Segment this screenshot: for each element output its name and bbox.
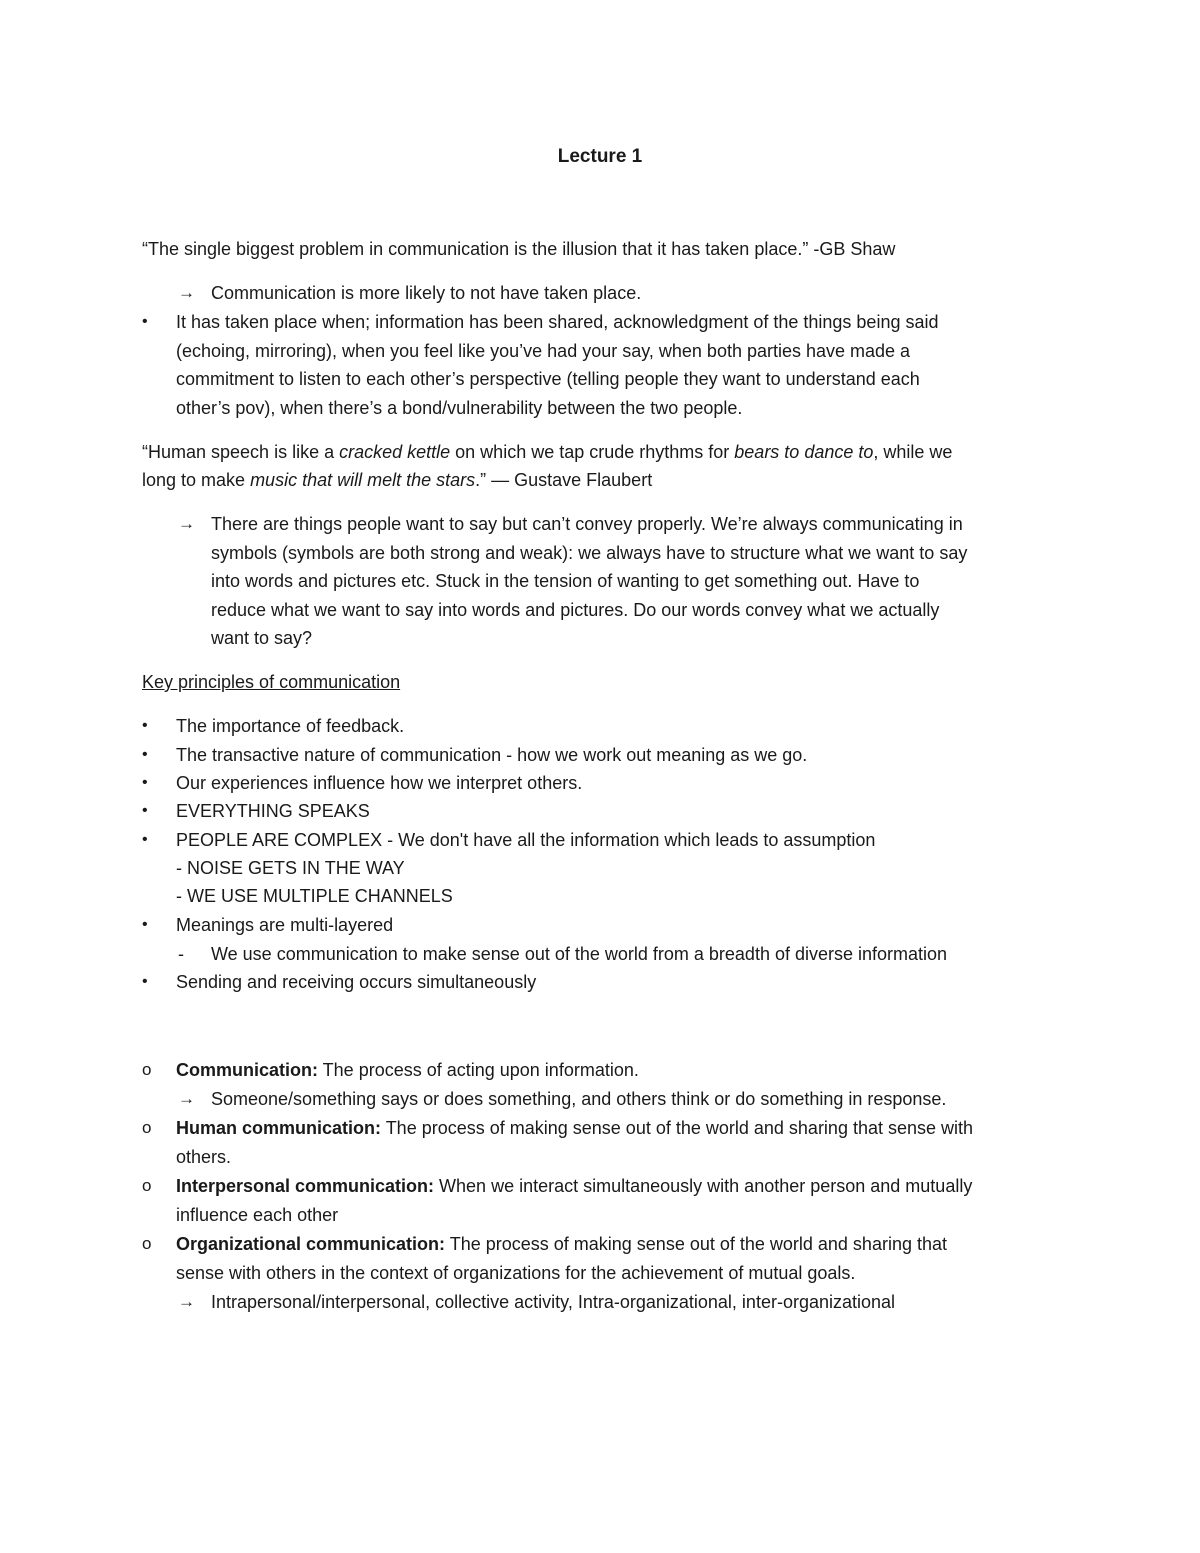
arrow-note-2-continuation: reduce what we want to say into words and pictures. Do our words convey what we actually <box>211 600 940 620</box>
arrow-note-1: Communication is more likely to not have taken place. <box>211 283 642 303</box>
circle-bullet-icon: o <box>142 1060 152 1079</box>
arrow-note-2-continuation: symbols (symbols are both strong and weak): we always have to structure what we want to say <box>211 543 968 563</box>
arrow-note-2-continuation: into words and pictures etc. Stuck in the tension of wanting to get something out. Have to <box>211 571 920 591</box>
list-item-continuation: commitment to listen to each other’s perspective (telling people they want to understand each <box>176 369 920 389</box>
bullet-icon: • <box>142 802 148 819</box>
bullet-icon: • <box>142 717 148 734</box>
arrow-icon: → <box>178 283 195 302</box>
list-item: The importance of feedback. <box>176 716 405 736</box>
definition-continuation: sense with others in the context of organizations for the achievement of mutual goals. <box>176 1263 856 1283</box>
bullet-icon: • <box>142 916 148 933</box>
list-item: The transactive nature of communication - how we work out meaning as we go. <box>176 745 808 765</box>
definition-interpersonal-communication: Interpersonal communication: When we interact simultaneously with another person and mutually <box>176 1176 973 1196</box>
bullet-icon: • <box>142 774 148 791</box>
definition-communication: Communication: The process of acting upon information. <box>176 1060 639 1080</box>
bullet-icon: • <box>142 746 148 763</box>
definition-note: Intrapersonal/interpersonal, collective activity, Intra-organizational, inter-organizational <box>211 1292 896 1312</box>
circle-bullet-icon: o <box>142 1118 152 1137</box>
list-item: Meanings are multi-layered <box>176 915 394 935</box>
bullet-icon: • <box>142 313 148 330</box>
flaubert-quote-line-1: “Human speech is like a cracked kettle on which we tap crude rhythms for bears to dance to, while we <box>142 442 953 462</box>
dash-marker: - <box>178 944 184 964</box>
sub-item: - NOISE GETS IN THE WAY <box>176 858 405 878</box>
arrow-icon: → <box>178 1292 195 1311</box>
page-title: Lecture 1 <box>557 146 643 167</box>
definition-organizational-communication: Organizational communication: The process of making sense out of the world and sharing that <box>176 1234 947 1254</box>
definition-continuation: influence each other <box>176 1205 339 1225</box>
sub-item: We use communication to make sense out of the world from a breadth of diverse information <box>211 944 948 964</box>
bullet-icon: • <box>142 831 148 848</box>
circle-bullet-icon: o <box>142 1234 152 1253</box>
section-heading: Key principles of communication <box>142 672 401 692</box>
sub-item: - WE USE MULTIPLE CHANNELS <box>176 886 453 906</box>
flaubert-quote-line-2: long to make music that will melt the stars.” — Gustave Flaubert <box>142 470 653 490</box>
list-item: Our experiences influence how we interpret others. <box>176 773 583 793</box>
arrow-icon: → <box>178 1089 195 1108</box>
list-item: EVERYTHING SPEAKS <box>176 801 370 821</box>
bullet-icon: • <box>142 973 148 990</box>
arrow-icon: → <box>178 514 195 533</box>
definition-note: Someone/something says or does something, and others think or do something in response. <box>211 1089 947 1109</box>
definition-continuation: others. <box>176 1147 232 1167</box>
definition-human-communication: Human communication: The process of making sense out of the world and sharing that sense with <box>176 1118 974 1138</box>
shaw-quote: “The single biggest problem in communication is the illusion that it has taken place.” -GB Shaw <box>142 239 896 259</box>
list-item-continuation: (echoing, mirroring), when you feel like you’ve had your say, when both parties have made a <box>176 341 911 361</box>
arrow-note-2-continuation: want to say? <box>211 628 313 648</box>
list-item-continuation: other’s pov), when there’s a bond/vulnerability between the two people. <box>176 398 743 418</box>
circle-bullet-icon: o <box>142 1176 152 1195</box>
list-item: PEOPLE ARE COMPLEX - We don't have all the information which leads to assumption <box>176 830 876 850</box>
list-item: Sending and receiving occurs simultaneously <box>176 972 537 992</box>
list-item: It has taken place when; information has been shared, acknowledgment of the things being said <box>176 312 939 332</box>
arrow-note-2: There are things people want to say but can’t convey properly. We’re always communicating in <box>211 514 963 534</box>
